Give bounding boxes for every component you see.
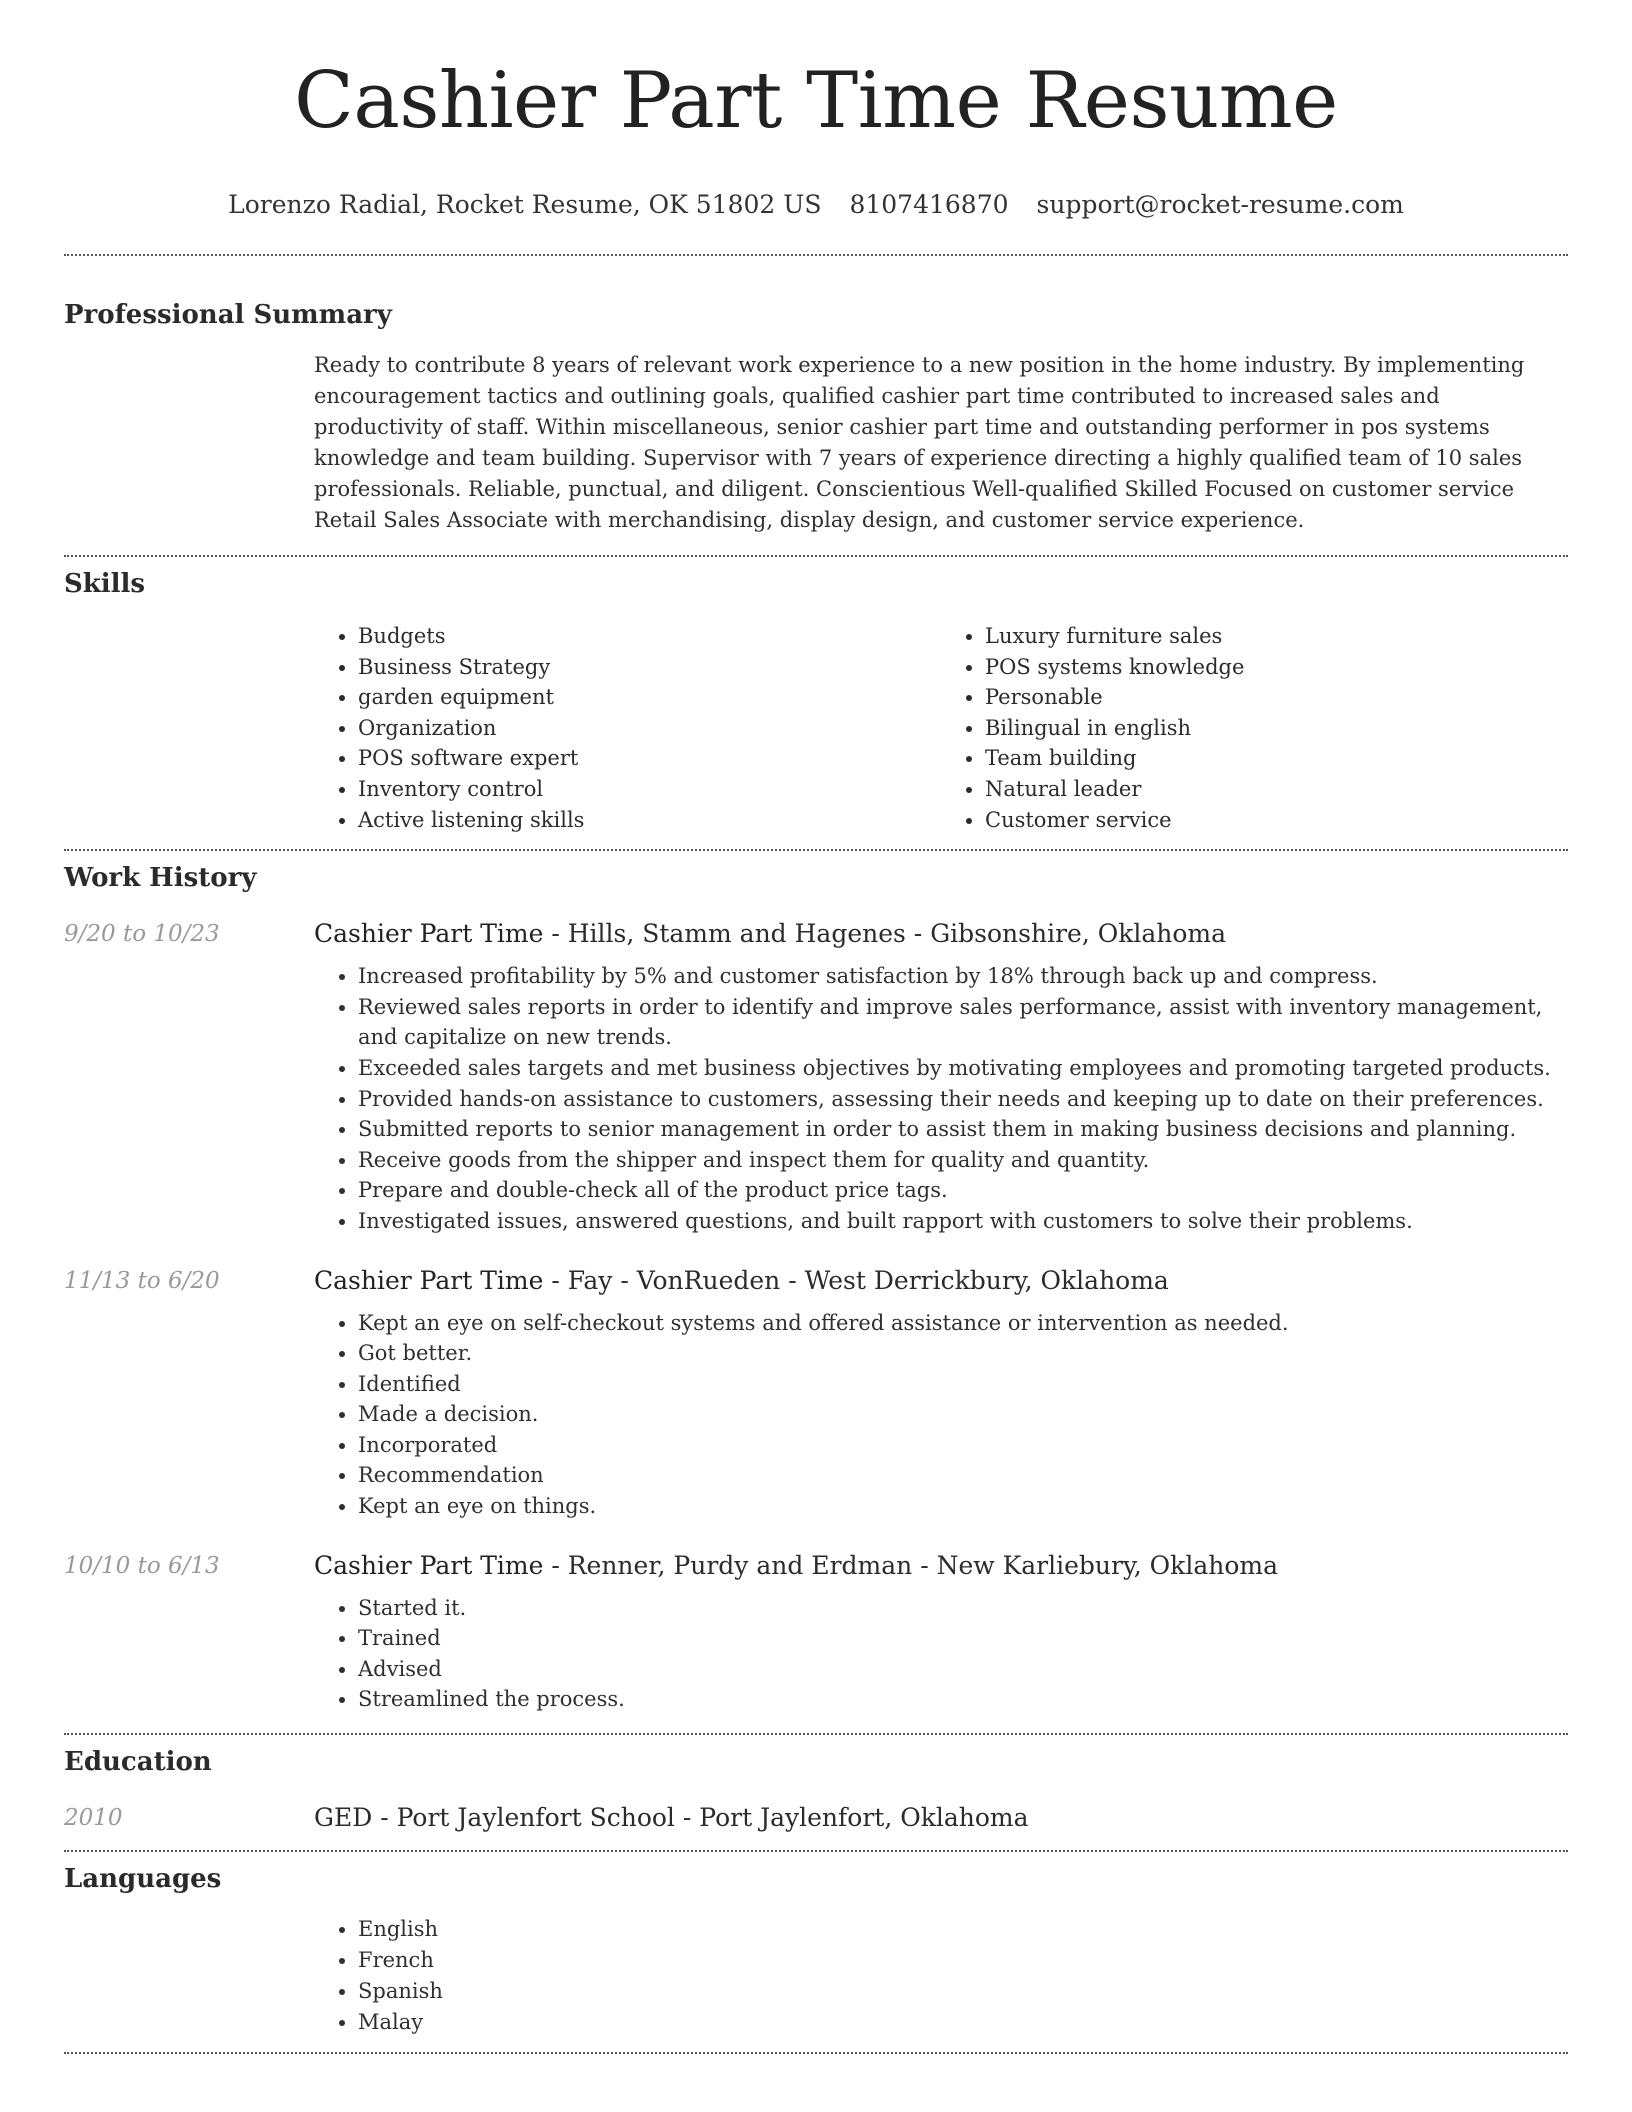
languages-list bbox=[314, 1914, 1568, 2038]
skills-grid bbox=[314, 621, 1568, 835]
list-item: • French bbox=[358, 1945, 1568, 1976]
job-entry bbox=[64, 1549, 1568, 1715]
education-entry bbox=[64, 1801, 1568, 1835]
page-title: Cashier Part Time Resume bbox=[294, 56, 1338, 146]
languages-content bbox=[314, 1914, 1568, 2038]
contact-line bbox=[64, 188, 1568, 222]
job-bullets bbox=[314, 1593, 1568, 1715]
contact-email: support@rocket-resume.com bbox=[1036, 190, 1404, 219]
job-title bbox=[314, 917, 1568, 951]
list-item: • Started it. bbox=[358, 1593, 1568, 1624]
list-item: • Active listening skills bbox=[358, 805, 941, 836]
list-item: • English bbox=[358, 1914, 1568, 1945]
job-entry bbox=[64, 917, 1568, 1236]
job-body bbox=[314, 1549, 1568, 1715]
job-employer: - Fay - VonRueden - West Derrickbury, Oklahoma bbox=[543, 1265, 1169, 1295]
list-item: • Prepare and double-check all of the product price tags. bbox=[358, 1175, 1568, 1206]
job-dates: 10/10 to 6/13 bbox=[64, 1552, 220, 1579]
section-title-education: Education bbox=[64, 1747, 212, 1778]
job-dates: 11/13 to 6/20 bbox=[64, 1267, 220, 1294]
list-item: • Customer service bbox=[985, 805, 1568, 836]
divider bbox=[64, 1850, 1568, 1852]
list-item: • Luxury furniture sales bbox=[985, 621, 1568, 652]
list-item: • Submitted reports to senior management in order to assist them in making business decisions and planning. bbox=[358, 1114, 1568, 1145]
list-item: • Streamlined the process. bbox=[358, 1684, 1568, 1715]
job-bullets bbox=[314, 961, 1568, 1236]
list-item: • Spanish bbox=[358, 1976, 1568, 2007]
list-item: • Made a decision. bbox=[358, 1399, 1568, 1430]
job-role: Cashier Part Time bbox=[314, 919, 544, 949]
section-title-summary: Professional Summary bbox=[64, 300, 392, 330]
list-item: • Malay bbox=[358, 2007, 1568, 2038]
list-item: • Got better. bbox=[358, 1338, 1568, 1369]
job-title bbox=[314, 1264, 1568, 1298]
job-employer: - Renner, Purdy and Erdman - New Karliebury, Oklahoma bbox=[543, 1550, 1278, 1580]
divider bbox=[64, 1733, 1568, 1735]
job-title bbox=[314, 1549, 1568, 1583]
divider bbox=[64, 2052, 1568, 2054]
job-dates: 9/20 to 10/23 bbox=[64, 921, 220, 948]
contact-address: Lorenzo Radial, Rocket Resume, OK 51802 US bbox=[228, 190, 822, 219]
contact-phone: 8107416870 bbox=[849, 190, 1009, 219]
list-item: • Kept an eye on self-checkout systems and offered assistance or intervention as needed. bbox=[358, 1308, 1568, 1339]
list-item: • Bilingual in english bbox=[985, 713, 1568, 744]
job-role: Cashier Part Time bbox=[314, 1550, 544, 1580]
job-role: Cashier Part Time bbox=[314, 1265, 544, 1295]
skills-left-list bbox=[314, 621, 941, 835]
list-item: • Receive goods from the shipper and inspect them for quality and quantity. bbox=[358, 1145, 1568, 1176]
job-entry bbox=[64, 1264, 1568, 1522]
section-title-skills: Skills bbox=[64, 569, 146, 599]
section-title-languages: Languages bbox=[64, 1864, 222, 1895]
list-item: • Business Strategy bbox=[358, 652, 941, 683]
list-item: • Team building bbox=[985, 743, 1568, 774]
list-item: • Identified bbox=[358, 1369, 1568, 1400]
list-item: • Natural leader bbox=[985, 774, 1568, 805]
list-item: • Provided hands-on assistance to customers, assessing their needs and keeping up to date on their preferences. bbox=[358, 1084, 1568, 1115]
education-degree: GED - Port Jaylenfort School - Port Jaylenfort, Oklahoma bbox=[314, 1803, 1029, 1833]
list-item: • garden equipment bbox=[358, 682, 941, 713]
list-item: • POS software expert bbox=[358, 743, 941, 774]
skills-right-list bbox=[941, 621, 1568, 835]
list-item: • Reviewed sales reports in order to identify and improve sales performance, assist with inventory management, and capitalize on new trends. bbox=[358, 992, 1568, 1053]
job-employer: - Hills, Stamm and Hagenes - Gibsonshire, Oklahoma bbox=[543, 919, 1227, 949]
resume-page bbox=[64, 0, 1568, 2054]
divider bbox=[64, 555, 1568, 557]
list-item: • Exceeded sales targets and met business objectives by motivating employees and promoting targeted products. bbox=[358, 1053, 1568, 1084]
list-item: • Trained bbox=[358, 1623, 1568, 1654]
summary-text: Ready to contribute 8 years of relevant work experience to a new position in the home industry. By implementing encouragement tactics and outlining goals, qualified cashier part time contributed to increased sales and productivity of staff. Within miscellaneous, senior cashier part time and outstanding performer in pos systems knowledge and team building. Supervisor with 7 years of experience directing a highly qualified team of 10 sales professionals. Reliable, punctual, and diligent. Conscientious Well-qualified Skilled Focused on customer service Retail Sales Associate with merchandising, display design, and customer service experience. bbox=[314, 353, 1525, 532]
list-item: • POS systems knowledge bbox=[985, 652, 1568, 683]
list-item: • Personable bbox=[985, 682, 1568, 713]
section-title-work: Work History bbox=[64, 863, 257, 894]
divider bbox=[64, 254, 1568, 256]
job-body bbox=[314, 1264, 1568, 1522]
list-item: • Budgets bbox=[358, 621, 941, 652]
list-item: • Advised bbox=[358, 1654, 1568, 1685]
education-year: 2010 bbox=[64, 1805, 123, 1832]
list-item: • Incorporated bbox=[358, 1430, 1568, 1461]
job-bullets bbox=[314, 1308, 1568, 1522]
list-item: • Kept an eye on things. bbox=[358, 1491, 1568, 1522]
list-item: • Organization bbox=[358, 713, 941, 744]
list-item: • Investigated issues, answered questions, and built rapport with customers to solve their problems. bbox=[358, 1206, 1568, 1237]
job-body bbox=[314, 917, 1568, 1236]
list-item: • Recommendation bbox=[358, 1460, 1568, 1491]
list-item: • Inventory control bbox=[358, 774, 941, 805]
list-item: • Increased profitability by 5% and customer satisfaction by 18% through back up and compress. bbox=[358, 961, 1568, 992]
divider bbox=[64, 849, 1568, 851]
